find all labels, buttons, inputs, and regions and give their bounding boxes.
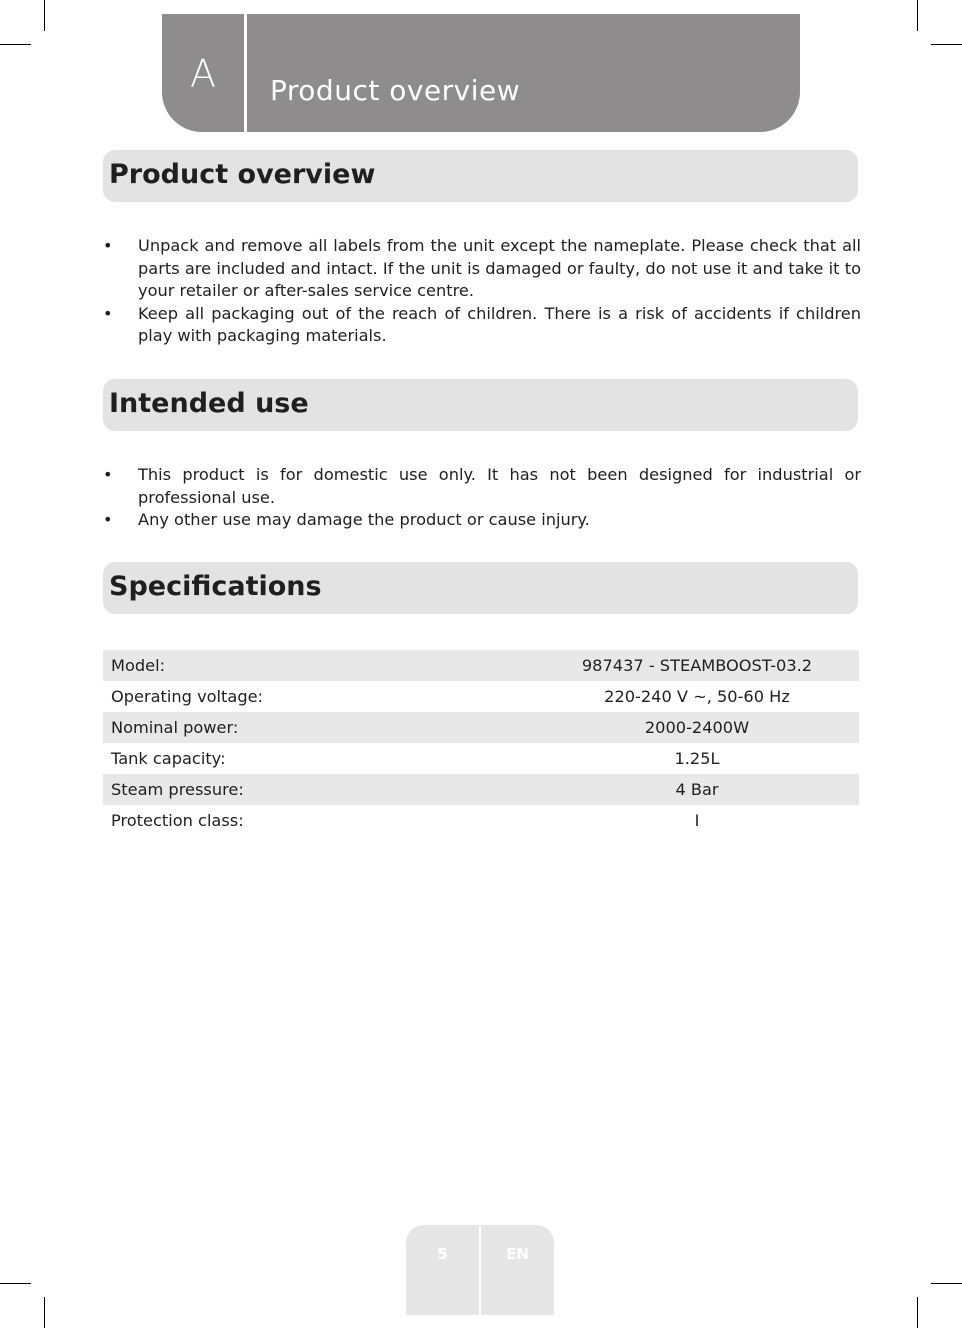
bullet-icon: • <box>103 303 113 323</box>
table-row <box>103 712 859 743</box>
table-row <box>103 681 859 712</box>
section-heading: Specifications <box>109 571 322 602</box>
spec-value: 987437 - STEAMBOOST-03.2 <box>535 650 859 681</box>
bullet-icon: • <box>103 465 113 484</box>
spec-label: Steam pressure: <box>103 774 535 805</box>
section-header-specifications <box>103 562 858 614</box>
list-item <box>103 464 861 509</box>
crop-mark <box>917 0 918 31</box>
section-heading: Product overview <box>109 159 376 190</box>
chapter-tab <box>162 14 800 132</box>
section-header-intended-use <box>103 379 858 431</box>
footer-tab <box>406 1225 554 1315</box>
spec-value: 220-240 V ~, 50-60 Hz <box>604 687 790 706</box>
list-item <box>103 509 861 532</box>
list-item-text: Any other use may damage the product or cause injury. <box>138 510 590 529</box>
crop-mark <box>0 44 31 45</box>
crop-mark <box>0 1283 31 1284</box>
section-heading: Intended use <box>109 388 309 419</box>
footer-divider <box>479 1225 481 1315</box>
crop-mark <box>931 1283 962 1284</box>
list-item-text: Unpack and remove all labels from the unit except the nameplate. Please check that all parts are included and intact. If the unit is damaged or faulty, do not use it and take it to your retailer or after-sales service centre. <box>138 236 861 300</box>
list-item-text: Keep all packaging out of the reach of children. There is a risk of accidents if children play with packaging materials. <box>138 303 861 345</box>
crop-mark <box>44 1297 45 1328</box>
spec-label: Operating voltage: <box>111 687 264 706</box>
chapter-title: Product overview <box>270 74 521 107</box>
chapter-letter: A <box>190 52 216 96</box>
spec-label: Protection class: <box>111 811 244 830</box>
spec-label: Nominal power: <box>103 712 535 743</box>
specifications-table <box>103 650 859 836</box>
section-header-product-overview <box>103 150 858 202</box>
table-row <box>103 650 859 681</box>
intended-use-list <box>103 464 861 532</box>
table-row <box>103 805 859 836</box>
spec-label: Tank capacity: <box>111 749 226 768</box>
list-item-text: This product is for domestic use only. It has not been designed for industrial or professional use. <box>138 465 861 507</box>
bullet-icon: • <box>103 236 113 255</box>
table-row <box>103 743 859 774</box>
chapter-divider <box>244 14 247 132</box>
crop-mark <box>931 44 962 45</box>
product-overview-list <box>103 235 861 348</box>
crop-mark <box>44 0 45 31</box>
spec-value: 4 Bar <box>535 774 859 805</box>
spec-value: 2000-2400W <box>535 712 859 743</box>
language-code: EN <box>506 1245 529 1263</box>
spec-label: Model: <box>103 650 535 681</box>
list-item <box>103 235 861 303</box>
list-item <box>103 303 861 348</box>
bullet-icon: • <box>103 510 113 529</box>
table-row <box>103 774 859 805</box>
page-number: 5 <box>437 1245 448 1263</box>
spec-value: I <box>694 811 700 830</box>
spec-value: 1.25L <box>674 749 720 768</box>
crop-mark <box>917 1297 918 1328</box>
